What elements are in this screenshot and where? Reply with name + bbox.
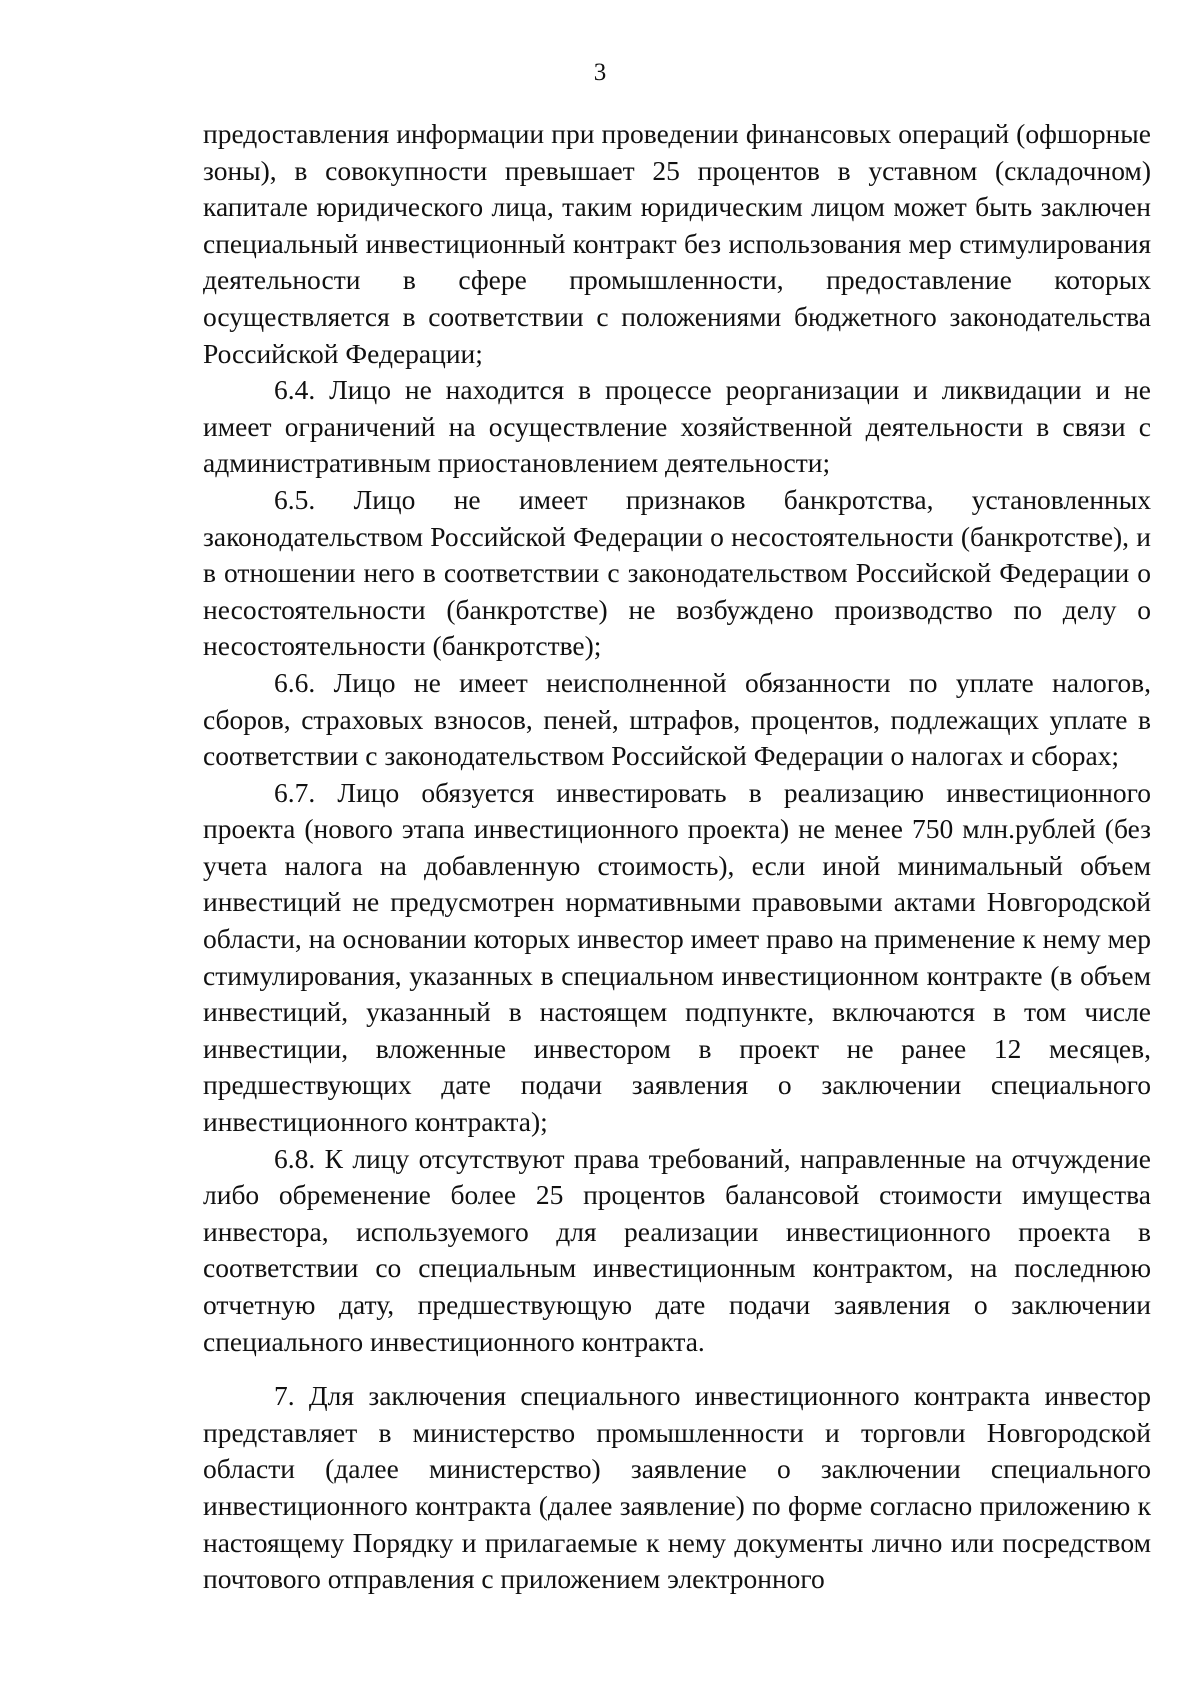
paragraph-6-5: 6.5. Лицо не имеет признаков банкротства, установленных законодательством Российской Федерации о несостоятельности (банкротстве), и в отношении него в соответствии с законодательством Российской Федерации о несостоятельности (банкротстве) не возбуждено производство по делу о несостоятельности (банкротстве);: [203, 483, 1151, 662]
paragraph-6-7: 6.7. Лицо обязуется инвестировать в реализацию инвестиционного проекта (нового этапа инвестиционного проекта) не менее 750 млн.рублей (без учета налога на добавленную стоимость), если иной минимальный объем инвестиций не предусмотрен нормативными правовыми актами Новгородской области, на основании которых инвестор имеет право на применение к нему мер стимулирования, указанных в специальном инвестиционном контракте (в объем инвестиций, указанный в настоящем подпункте, включаются в том числе инвестиции, вложенные инвестором в проект не ранее 12 месяцев, предшествующих дате подачи заявления о заключении специального инвестиционного контракта);: [203, 776, 1151, 1138]
document-body: [203, 116, 1151, 1598]
paragraph-continuation: предоставления информации при проведении финансовых операций (офшорные зоны), в совокупности превышает 25 процентов в уставном (складочном) капитале юридического лица, таким юридическим лицом может быть заключен специальный инвестиционный контракт без использования мер стимулирования деятельности в сфере промышленности, предоставление которых осуществляется в соответствии с положениями бюджетного законодательства Российской Федерации;: [203, 118, 1151, 369]
page-number: 3: [593, 59, 607, 86]
paragraph-6-8: 6.8. К лицу отсутствуют права требований, направленные на отчуждение либо обременение более 25 процентов балансовой стоимости имущества инвестора, используемого для реализации инвестиционного проекта в соответствии со специальным инвестиционным контрактом, на последнюю отчетную дату, предшествующую дате подачи заявления о заключении специального инвестиционного контракта.: [203, 1142, 1151, 1357]
paragraph-6-4: 6.4. Лицо не находится в процессе реорганизации и ликвидации и не имеет ограничений на осуществление хозяйственной деятельности в связи с административным приостановлением деятельности;: [203, 374, 1151, 479]
paragraph-6-6: 6.6. Лицо не имеет неисполненной обязанности по уплате налогов, сборов, страховых взносов, пеней, штрафов, процентов, подлежащих уплате в соответствии с законодательством Российской Федерации о налогах и сборах;: [203, 666, 1151, 772]
paragraph-7: 7. Для заключения специального инвестиционного контракта инвестор представляет в министерство промышленности и торговли Новгородской области (далее министерство) заявление о заключении специального инвестиционного контракта (далее заявление) по форме согласно приложению к настоящему Порядку и прилагаемые к нему документы лично или посредством почтового отправления с приложением электронного: [203, 1380, 1151, 1595]
